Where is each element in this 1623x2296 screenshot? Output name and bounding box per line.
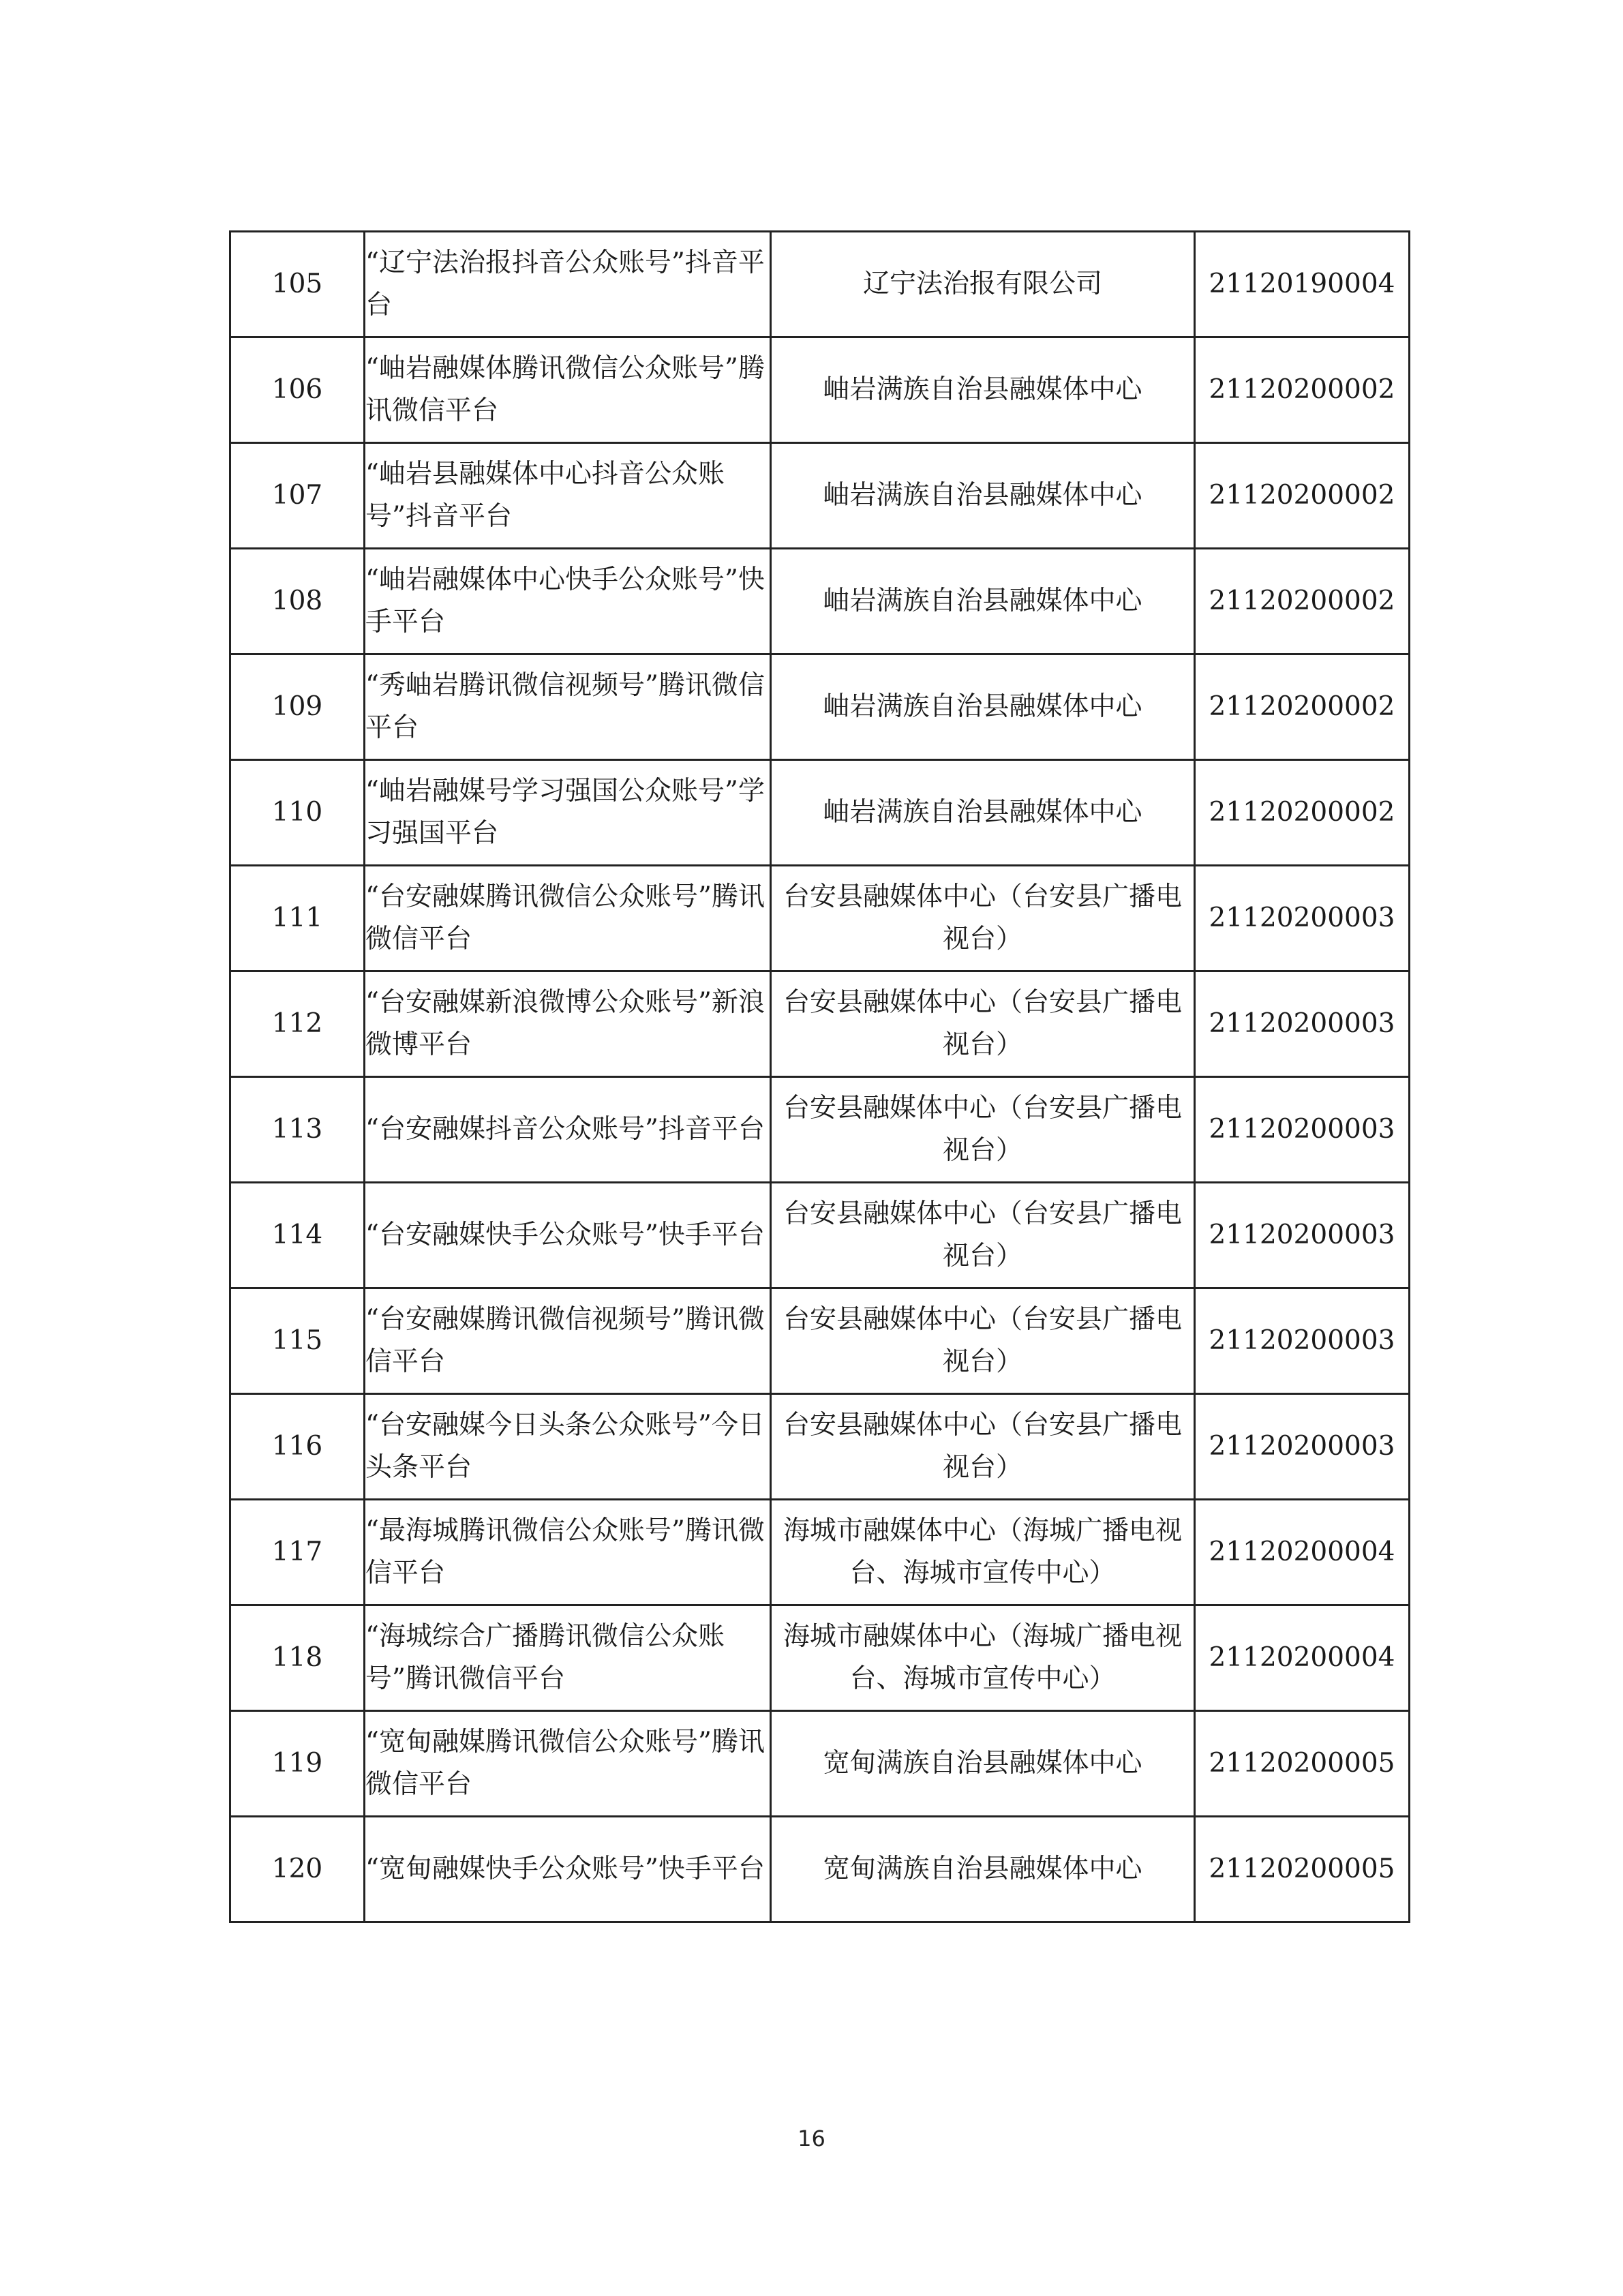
row-number: 112 — [230, 971, 365, 1077]
organization-name: 辽宁法治报有限公司 — [771, 232, 1195, 337]
table-row — [230, 1817, 1410, 1922]
organization-name: 台安县融媒体中心（台安县广播电视台） — [771, 1183, 1195, 1288]
account-name: “海城综合广播腾讯微信公众账号”腾讯微信平台 — [365, 1605, 771, 1711]
organization-name: 台安县融媒体中心（台安县广播电视台） — [771, 866, 1195, 971]
row-number: 114 — [230, 1183, 365, 1288]
table-row — [230, 443, 1410, 549]
row-number: 108 — [230, 549, 365, 654]
organization-name: 台安县融媒体中心（台安县广播电视台） — [771, 971, 1195, 1077]
row-number: 105 — [230, 232, 365, 337]
row-number: 106 — [230, 337, 365, 443]
account-name: “岫岩融媒号学习强国公众账号”学习强国平台 — [365, 760, 771, 866]
license-code: 21120200005 — [1195, 1817, 1410, 1922]
organization-name: 台安县融媒体中心（台安县广播电视台） — [771, 1288, 1195, 1394]
account-name: “宽甸融媒腾讯微信公众账号”腾讯微信平台 — [365, 1711, 771, 1817]
table-row — [230, 1394, 1410, 1500]
license-code: 21120200003 — [1195, 1077, 1410, 1183]
row-number: 109 — [230, 654, 365, 760]
license-code: 21120200003 — [1195, 1394, 1410, 1500]
table-row — [230, 1605, 1410, 1711]
license-code: 21120200003 — [1195, 1288, 1410, 1394]
license-code: 21120200002 — [1195, 760, 1410, 866]
account-name: “宽甸融媒快手公众账号”快手平台 — [365, 1817, 771, 1922]
license-code: 21120200004 — [1195, 1500, 1410, 1605]
row-number: 111 — [230, 866, 365, 971]
page-number: 16 — [798, 2126, 825, 2151]
organization-name: 宽甸满族自治县融媒体中心 — [771, 1711, 1195, 1817]
organization-name: 岫岩满族自治县融媒体中心 — [771, 337, 1195, 443]
license-code: 21120200003 — [1195, 1183, 1410, 1288]
account-name: “岫岩融媒体腾讯微信公众账号”腾讯微信平台 — [365, 337, 771, 443]
row-number: 113 — [230, 1077, 365, 1183]
table-row — [230, 760, 1410, 866]
row-number: 115 — [230, 1288, 365, 1394]
table-row — [230, 654, 1410, 760]
license-code: 21120200002 — [1195, 654, 1410, 760]
table-row — [230, 1288, 1410, 1394]
license-code: 21120200002 — [1195, 549, 1410, 654]
account-name: “最海城腾讯微信公众账号”腾讯微信平台 — [365, 1500, 771, 1605]
account-name: “台安融媒新浪微博公众账号”新浪微博平台 — [365, 971, 771, 1077]
table-row — [230, 971, 1410, 1077]
table-row — [230, 1711, 1410, 1817]
account-name: “辽宁法治报抖音公众账号”抖音平台 — [365, 232, 771, 337]
license-code: 21120200004 — [1195, 1605, 1410, 1711]
license-code: 21120200002 — [1195, 443, 1410, 549]
row-number: 119 — [230, 1711, 365, 1817]
registration-table — [229, 230, 1410, 1923]
organization-name: 岫岩满族自治县融媒体中心 — [771, 654, 1195, 760]
license-code: 21120200002 — [1195, 337, 1410, 443]
table-row — [230, 337, 1410, 443]
row-number: 120 — [230, 1817, 365, 1922]
row-number: 107 — [230, 443, 365, 549]
row-number: 110 — [230, 760, 365, 866]
account-name: “台安融媒抖音公众账号”抖音平台 — [365, 1077, 771, 1183]
row-number: 118 — [230, 1605, 365, 1711]
table-row — [230, 549, 1410, 654]
organization-name: 岫岩满族自治县融媒体中心 — [771, 549, 1195, 654]
license-code: 21120200003 — [1195, 866, 1410, 971]
organization-name: 海城市融媒体中心（海城广播电视台、海城市宣传中心） — [771, 1605, 1195, 1711]
organization-name: 台安县融媒体中心（台安县广播电视台） — [771, 1077, 1195, 1183]
table-row — [230, 1500, 1410, 1605]
table-row — [230, 1183, 1410, 1288]
license-code: 21120190004 — [1195, 232, 1410, 337]
organization-name: 台安县融媒体中心（台安县广播电视台） — [771, 1394, 1195, 1500]
organization-name: 宽甸满族自治县融媒体中心 — [771, 1817, 1195, 1922]
account-name: “秀岫岩腾讯微信视频号”腾讯微信平台 — [365, 654, 771, 760]
organization-name: 岫岩满族自治县融媒体中心 — [771, 760, 1195, 866]
row-number: 117 — [230, 1500, 365, 1605]
table-row — [230, 232, 1410, 337]
table-body — [230, 232, 1410, 1922]
organization-name: 岫岩满族自治县融媒体中心 — [771, 443, 1195, 549]
organization-name: 海城市融媒体中心（海城广播电视台、海城市宣传中心） — [771, 1500, 1195, 1605]
account-name: “台安融媒腾讯微信视频号”腾讯微信平台 — [365, 1288, 771, 1394]
account-name: “岫岩县融媒体中心抖音公众账号”抖音平台 — [365, 443, 771, 549]
license-code: 21120200003 — [1195, 971, 1410, 1077]
account-name: “台安融媒今日头条公众账号”今日头条平台 — [365, 1394, 771, 1500]
account-name: “台安融媒快手公众账号”快手平台 — [365, 1183, 771, 1288]
account-name: “台安融媒腾讯微信公众账号”腾讯微信平台 — [365, 866, 771, 971]
account-name: “岫岩融媒体中心快手公众账号”快手平台 — [365, 549, 771, 654]
table-row — [230, 1077, 1410, 1183]
license-code: 21120200005 — [1195, 1711, 1410, 1817]
table-row — [230, 866, 1410, 971]
row-number: 116 — [230, 1394, 365, 1500]
